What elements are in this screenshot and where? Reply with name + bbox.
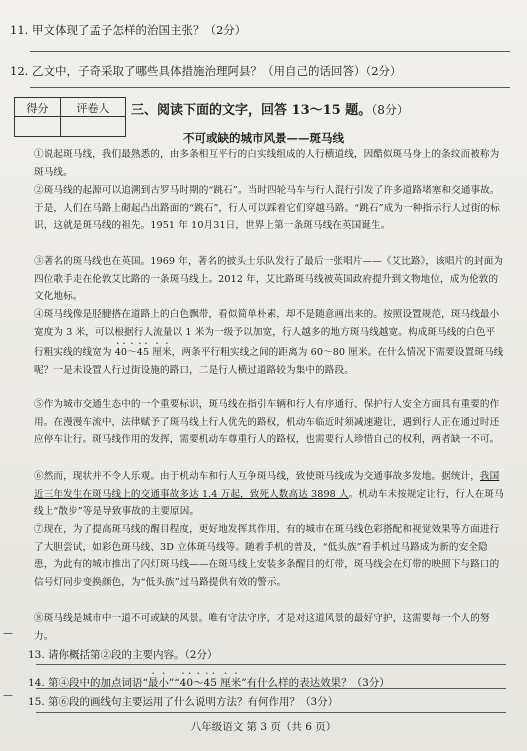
answer-line <box>30 51 510 52</box>
paragraph-5: ⑤作为城市交通生态中的一个重要标识，斑马线在指引车辆和行人有序通行、保护行人安全方面具有重要的作用。在漫漫车流中，法律赋予了斑马线上行人优先的路权，机动车临近时须减速避让，遇到行人正在通过时还应停车让行。斑马线作用的发挥，需要机动车尊重行人的路权，也需要行人珍惜自己的权利，两者缺一不可。 <box>34 399 500 446</box>
dotted-word-dimension: 40～45 厘米 <box>179 677 242 689</box>
section-title-text: 三、阅读下面的文字，回答 13～15 题。 <box>131 103 372 118</box>
paragraph-1: ①说起斑马线，我们最熟悉的，由多条相互平行的白实线组成的人行横道线，因酷似斑马身上的条纹而被称为斑马线。 <box>34 149 500 178</box>
section-title <box>131 99 409 118</box>
paragraph-7: ⑦现在，为了提高斑马线的醒目程度，更好地发挥其作用，有的城市在斑马线色彩搭配和视觉效果等方面进行了大胆尝试，如彩色斑马线、3D 立体斑马线等。随着手机的普及，“低头族”看手机过马路成为新的安全隐患，为此有的城市推出了闪灯斑马线——在斑马线上安装多条醒目的灯带，斑马线会在灯带的映照下与路口的信号灯同步变换颜色，为“低头族”过马路提供有效的警示。 <box>34 524 500 588</box>
page-footer: 八年级语文 第 3 页（共 6 页） <box>190 721 337 733</box>
question-11: 11. 甲文体现了孟子怎样的治国主张？（2分） <box>10 23 247 37</box>
question-15: 15. 第⑥段的画线句主要运用了什么说明方法？有何作用？（3分） <box>28 696 339 708</box>
underlined-sentence: 我国近三年发生在斑马线上的交通事故多达 1.4 万起，致死人数高达 3898 人 <box>34 471 500 500</box>
paragraph-6-text: ⑥然而，现状并不令人乐观。由于机动车和行人互争斑马线，致使斑马线成为交通事故多发地。据统计， <box>34 471 480 482</box>
dotted-term-dimension: 40～45 厘米 <box>114 347 172 359</box>
question-14-text: ”“ <box>168 677 180 689</box>
answer-line <box>36 664 506 665</box>
dotted-word-min: 最小 <box>147 677 169 689</box>
paragraph-3: ③著名的斑马线也在英国。1969 年，著名的披头士乐队发行了最后一张唱片——《艾比路》，该唱片的封面为四位歌手走在伦敦艾比路的一条斑马线上。2012 年，艾比路斑马线被英国政府提升到文物地位，成为伦敦的文化地标。 <box>34 256 504 303</box>
question-14-text: ”有什么样的表达效果？（3分） <box>241 677 390 689</box>
paragraph-8: ⑧斑马线是城市中一道不可或缺的风景。唯有守法守序，才是对这道风景的最好守护，这需要每一个人的努力。 <box>34 613 490 642</box>
answer-line <box>36 712 506 713</box>
paragraph-4 <box>34 306 504 379</box>
score-label: 得分 <box>26 102 49 115</box>
section-points: （8分） <box>371 103 409 117</box>
article-title: 不可或缺的城市风景——斑马线 <box>183 131 344 145</box>
answer-line <box>36 688 506 689</box>
paragraph-6-text: 。机动车未按规定让行，行人在斑马线上“散步”等是导致事故的主要原因。 <box>34 488 504 518</box>
question-12: 12. 乙文中，子奇采取了哪些具体措施治理阿县？（用自己的话回答）（2分） <box>10 64 402 78</box>
paragraph-4-text: ④斑马线像是胫腱搭在道路上的白色飘带，看似简单朴素，却不是随意画出来的。按照设置规范，斑马线最小宽度为 3 米，可以根据行人流量以 1 米为一级予以加宽，行人越多的地方斑马线越宽。构成斑马线的白色平行粗实线的线宽为 <box>34 309 500 359</box>
question-13: 13. 请你概括第②段的主要内容。（2分） <box>28 649 218 661</box>
margin-tick: — <box>3 690 13 701</box>
paragraph-2: ②斑马线的起源可以追溯到古罗马时期的“跳石”。当时四轮马车与行人混行引发了许多道路堵塞和交通事故。于是，人们在马路上砌起凸出路面的“跳石”，行人可以踩着它们穿越马路。“跳石”成为一种指示行人过街的标识，这就是斑马线的祖先。1951 年 10月31日，世界上第一条斑马线在英国诞生。 <box>34 185 500 232</box>
margin-tick: — <box>3 628 13 639</box>
question-14-text: 14. 第④段中的加点词语“ <box>28 677 148 689</box>
paragraph-4-text: ，两条平行粗实线之间的距离为 60～80 厘米。在什么情况下需要设置斑马线呢？一是未设置人行过街设施的路口，二是行人横过道路较为集中的路段。 <box>34 347 504 376</box>
grader-label: 评卷人 <box>76 102 110 115</box>
paragraph-6 <box>34 468 504 521</box>
answer-line <box>30 87 510 88</box>
table-divider <box>15 116 125 117</box>
